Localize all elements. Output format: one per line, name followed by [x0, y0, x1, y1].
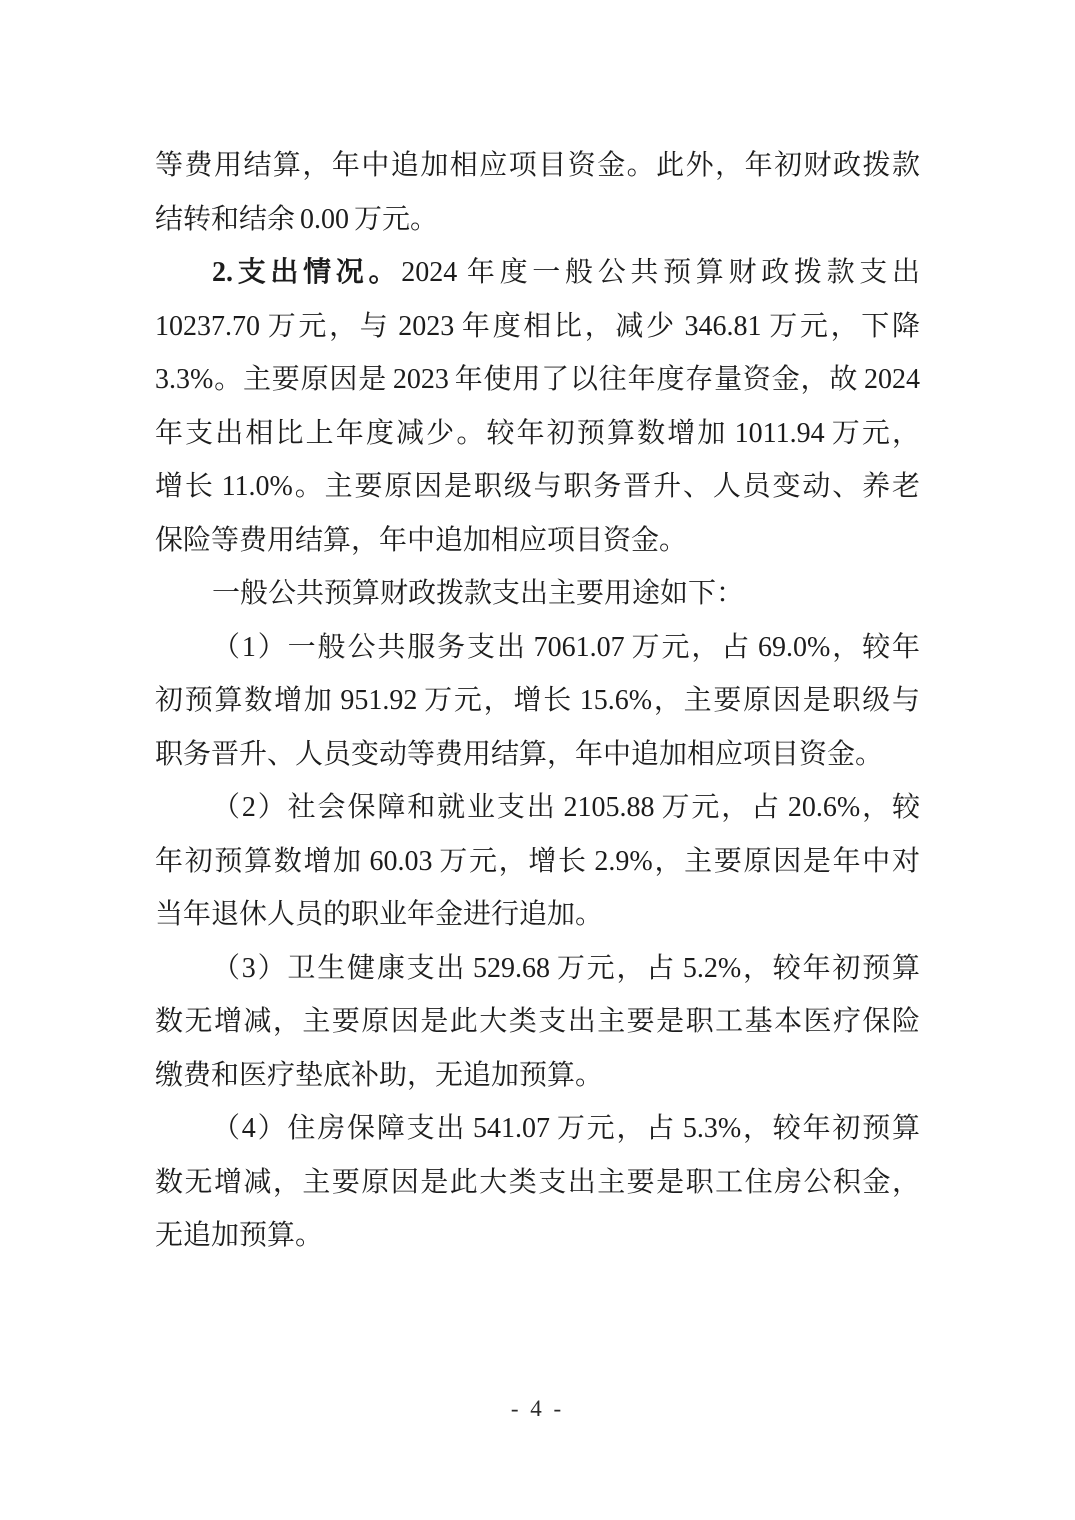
text-line: 年初预算数增加 60.03 万元，增长 2.9%，主要原因是年中对: [155, 845, 920, 877]
paragraph-item-4-housing: [155, 1102, 920, 1263]
paragraph-usage-intro: [155, 567, 920, 621]
text-line: 结转和结余 0.00 万元。: [155, 203, 439, 235]
paragraph-expenditure-overview: [155, 246, 920, 567]
text-line: 10237.70 万元，与 2023 年度相比，减少 346.81 万元，下降: [155, 310, 920, 342]
document-body: [155, 139, 920, 1263]
text-line: [155, 246, 920, 300]
text-line: （2）社会保障和就业支出 2105.88 万元，占 20.6%，较: [212, 792, 920, 823]
paragraph-item-1-general-public-services: [155, 621, 920, 782]
text-line: 增长 11.0%。主要原因是职级与职务晋升、人员变动、养老: [155, 471, 920, 502]
text-line: 数无增减，主要原因是此大类支出主要是职工住房公积金，: [155, 1166, 920, 1198]
paragraph-item-2-social-security: [155, 781, 920, 942]
section-heading: 2.支出情况。: [212, 257, 402, 288]
text-line: 年支出相比上年度减少。较年初预算数增加 1011.94 万元，: [155, 417, 920, 449]
text-line: 职务晋升、人员变动等费用结算，年中追加相应项目资金。: [155, 738, 884, 770]
text-line: 数无增减，主要原因是此大类支出主要是职工基本医疗保险: [155, 1006, 920, 1037]
text-line: 等费用结算，年中追加相应项目资金。此外，年初财政拨款: [155, 150, 920, 181]
page-number: - 4 -: [510, 1396, 565, 1421]
text-line: （4）住房保障支出 541.07 万元，占 5.3%，较年初预算: [212, 1113, 920, 1144]
text-line: （1）一般公共服务支出 7061.07 万元，占 69.0%，较年: [212, 631, 920, 663]
text-line: 缴费和医疗垫底补助，无追加预算。: [155, 1059, 604, 1091]
text-line: 一般公共预算财政拨款支出主要用途如下：: [212, 578, 745, 609]
paragraph-carryover: [155, 139, 920, 246]
paragraph-item-3-health: [155, 942, 920, 1103]
text-line: 保险等费用结算，年中追加相应项目资金。: [155, 524, 688, 556]
text-line: （3）卫生健康支出 529.68 万元，占 5.2%，较年初预算: [212, 952, 920, 984]
text-line: 3.3%。主要原因是 2023 年使用了以往年度存量资金，故 2024: [155, 364, 920, 395]
text-run: 2024 年度一般公共预算财政拨款支出: [401, 257, 920, 288]
text-line: 初预算数增加 951.92 万元，增长 15.6%，主要原因是职级与: [155, 685, 920, 716]
page-footer: [0, 1396, 1075, 1422]
text-line: 无追加预算。: [155, 1220, 324, 1251]
text-line: 当年退休人员的职业年金进行追加。: [155, 899, 604, 930]
